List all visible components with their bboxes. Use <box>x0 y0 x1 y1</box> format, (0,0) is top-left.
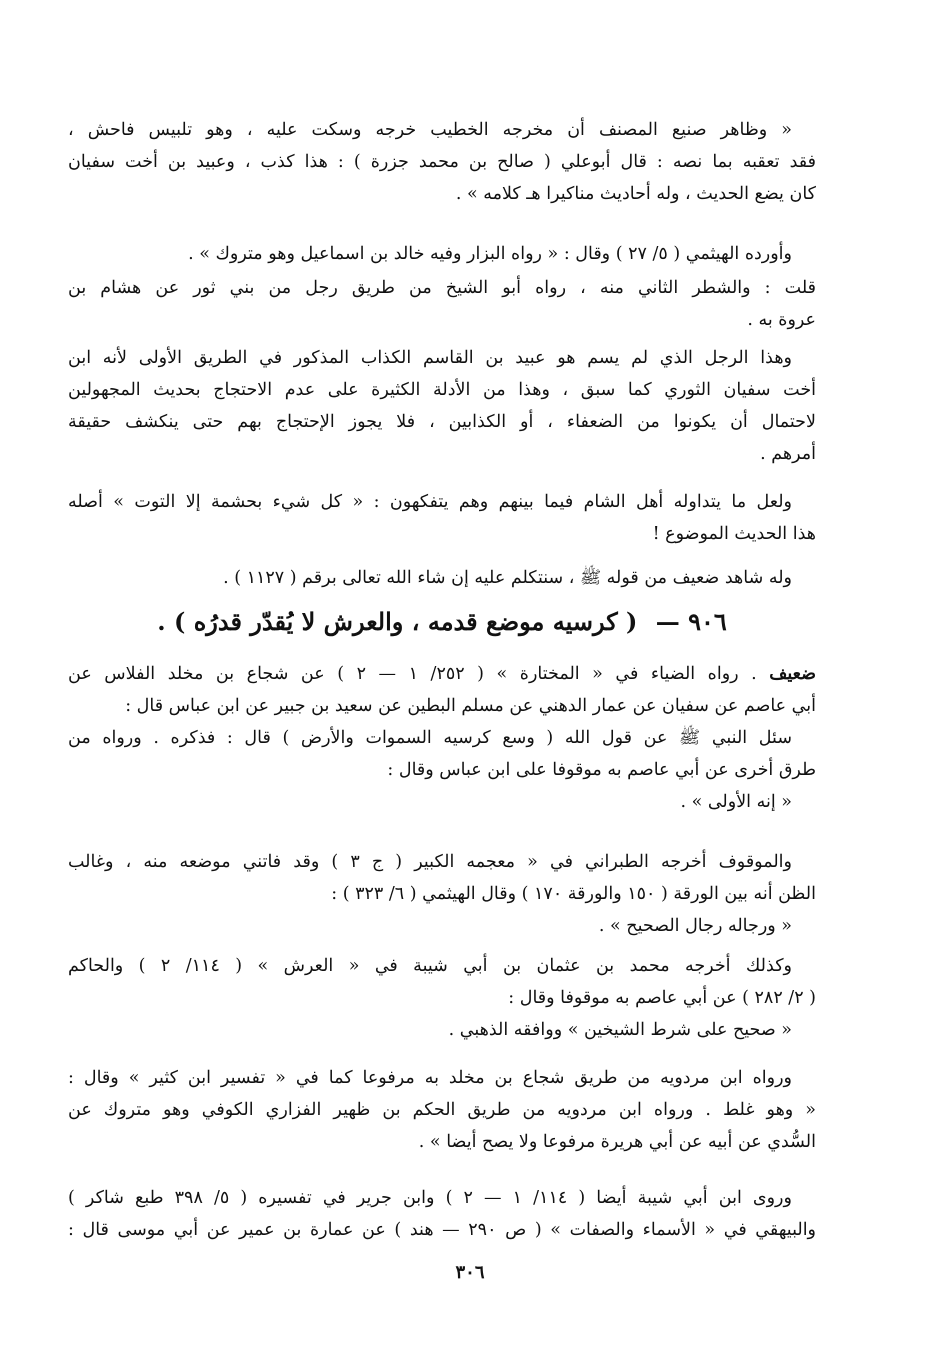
hadith-number: ٩٠٦ — <box>655 607 727 636</box>
text-line: « ورجاله رجال الصحيح » . <box>598 916 792 936</box>
text-line: عروة به . <box>747 310 816 330</box>
paragraph-ibn-mardawayh <box>68 1062 816 1158</box>
paragraph-ibn-abi-shayba <box>68 1182 816 1246</box>
text-line: سئل النبي ﷺ عن قول الله ( وسع كرسيه السموات والأرض ) قال : فذكره . ورواه من <box>68 728 792 748</box>
text-line: والبيهقي في « الأسماء والصفات » ( ص ٢٩٠ — هند ) عن عمارة بن عمير عن أبي موسى قال : <box>68 1220 816 1240</box>
grading-label: ضعيف <box>769 664 816 684</box>
text-line: هذا الحديث الموضوع ! <box>652 524 816 544</box>
paragraph-arsh <box>68 950 816 1046</box>
text-line: فقد تعقبه بما نصه : قال أبوعلي ( صالح بن محمد جزرة ) : هذا كذب ، وعبيد بن أخت سفيان <box>68 152 816 172</box>
paragraph-mawquf <box>68 846 816 942</box>
hadith-heading <box>68 600 816 644</box>
text-line: وهذا الرجل الذي لم يسم هو عبيد بن القاسم الكذاب المذكور في الطريق الأولى لأنه ابن <box>68 348 792 368</box>
text-line: وله شاهد ضعيف من قوله ﷺ ، سنتكلم عليه إن شاء الله تعالى برقم ( ١١٢٧ ) . <box>223 568 792 588</box>
text-line: أبي عاصم عن سفيان عن عمار الدهني عن مسلم البطين عن سعيد بن جبير عن ابن عباس قال : <box>125 696 816 716</box>
paragraph-sham-saying <box>68 486 816 550</box>
text-line: وكذلك أخرجه محمد بن عثمان بن أبي شيبة في « العرش » ( ١١٤/ ٢ ) والحاكم <box>68 956 792 976</box>
text-line: « صحيح على شرط الشيخين » ووافقه الذهبي . <box>448 1020 792 1040</box>
paragraph-haythami <box>68 238 816 270</box>
paragraph-qultu <box>68 272 816 336</box>
paragraph-unnamed-man <box>68 342 816 470</box>
grading-text: . رواه الضياء في « المختارة » ( ٢٥٢/ ١ — ٢ ) عن شجاع بن مخلد الفلاس عن <box>68 664 757 684</box>
text-line: طرق أخرى عن أبي عاصم به موقوفا على ابن عباس وقال : <box>387 760 816 780</box>
text-line: والموقوف أخرجه الطبراني في « معجمه الكبير ( ج ٣ ) وقد فاتني موضعه منه ، وغالب <box>68 852 792 872</box>
paragraph-shahid <box>68 562 816 594</box>
text-line: « إنه الأولى » . <box>680 792 792 812</box>
text-line: أخت سفيان الثوري كما سبق ، وهذا من الأدلة الكثيرة على عدم الاحتجاج بحديث المجهولين <box>68 380 816 400</box>
text-line: وروى ابن أبي شيبة أيضا ( ١١٤/ ١ — ٢ ) وابن جرير في تفسيره ( ٥/ ٣٩٨ طبع شاكر ) <box>68 1188 792 1208</box>
text-line: السُّدي عن أبيه عن أبي هريرة مرفوعا ولا يصح أيضا » . <box>418 1132 816 1152</box>
text-line: ولعل ما يتداوله أهل الشام فيما بينهم وهم يتفكهون : « كل شيء بحشمة إلا التوت » أصله <box>68 492 792 512</box>
text-line: ( ٢/ ٢٨٢ ) عن أبي عاصم به موقوفا وقال : <box>508 988 816 1008</box>
text-line: « وظاهر صنيع المصنف أن مخرجه الخطيب خرجه وسكت عليه ، وهو تلبيس فاحش ، <box>68 120 792 140</box>
text-line: وأورده الهيثمي ( ٥/ ٢٧ ) وقال : « رواه البزار وفيه خالد بن اسماعيل وهو متروك » . <box>188 244 792 264</box>
page-number: ٣٠٦ <box>455 1262 485 1283</box>
document-page <box>68 0 816 1353</box>
paragraph-question <box>68 722 816 818</box>
text-line <box>68 658 816 690</box>
paragraph-quote-khatib <box>68 114 816 210</box>
text-line: « وهو غلط . ورواه ابن مردويه من طريق الحكم بن ظهير الفزاري الكوفي وهو متروك عن <box>68 1100 816 1120</box>
text-line: الظن أنه بين الورقة ( ١٥٠ والورقة ١٧٠ ) وقال الهيثمي ( ٦/ ٣٢٣ ) : <box>331 884 816 904</box>
text-line: كان يضع الحديث ، وله أحاديث مناكيرا هـ كلامه » . <box>455 184 816 204</box>
paragraph-grading <box>68 658 816 722</box>
hadith-text: ( كرسيه موضع قدمه ، والعرش لا يُقدّر قدرُه ) . <box>157 607 638 636</box>
text-line: قلت : والشطر الثاني منه ، رواه أبو الشيخ من طريق رجل من بني ثور عن هشام بن <box>68 278 816 298</box>
text-line: لاحتمال أن يكونوا من الضعفاء ، أو الكذابين ، فلا يجوز الإحتجاج بهم حتى ينكشف حقيقة <box>68 412 816 432</box>
text-line: أمرهم . <box>760 444 816 464</box>
text-line: ورواه ابن مردويه من طريق شجاع بن مخلد به مرفوعا كما في « تفسير ابن كثير » وقال : <box>68 1068 792 1088</box>
